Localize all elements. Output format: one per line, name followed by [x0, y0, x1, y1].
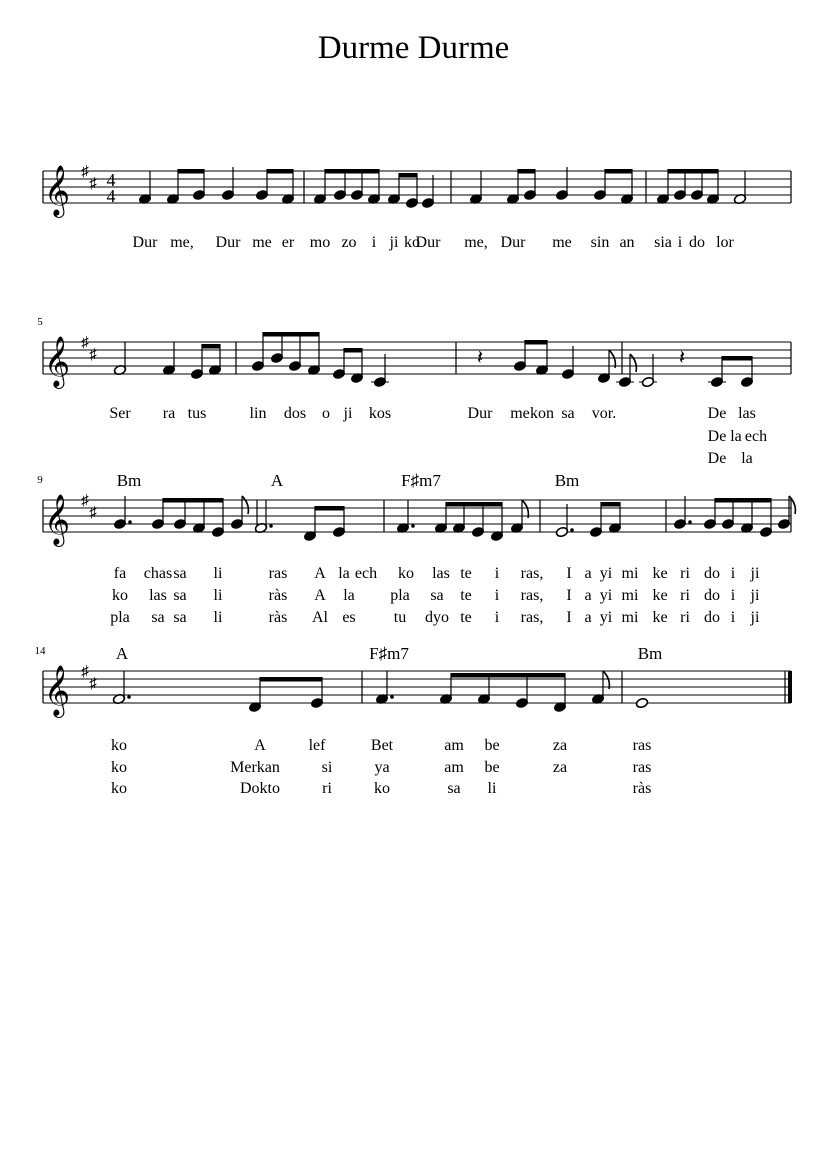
beam [668, 169, 718, 174]
lyric-syllable: ko [112, 587, 128, 604]
lyric-syllable: me [510, 405, 530, 422]
lyric-syllable: i [494, 609, 500, 626]
lyric-syllable: i [677, 234, 683, 251]
lyric-syllable: sa [151, 609, 165, 626]
lyric-syllable: te [460, 609, 472, 626]
lyric-syllable: ji [343, 405, 353, 422]
lyric-syllable: ko [111, 780, 127, 797]
lyric-syllable: mi [621, 565, 639, 582]
lyric-syllable: i [730, 609, 736, 626]
sharp-icon: ♯ [81, 493, 89, 509]
lyric-syllable: ràs [268, 609, 288, 626]
beam [325, 169, 379, 174]
lyric-syllable: la [338, 565, 350, 582]
lyric-syllable: las [149, 587, 167, 604]
beam [518, 169, 535, 174]
lyric-syllable: o [322, 405, 330, 422]
treble-clef-icon: 𝄞 [43, 337, 71, 386]
lyric-syllable: za [552, 737, 568, 754]
beam [267, 169, 293, 174]
lyric-syllable: sa [173, 609, 187, 626]
lyric-syllable: am [444, 759, 464, 776]
lyric-syllable: Dur [215, 234, 241, 251]
lyric-syllable: me [552, 234, 572, 251]
beam [202, 344, 220, 349]
lyric-syllable: ke [652, 565, 668, 582]
beam [451, 673, 565, 678]
note-flag [630, 354, 636, 372]
lyric-syllable: do [704, 587, 720, 604]
lyric-syllable: Dur [415, 234, 441, 251]
beam [344, 348, 362, 353]
lyric-syllable: ji [750, 587, 760, 604]
lyric-syllable: dos [283, 405, 307, 422]
note-flag [242, 496, 248, 514]
lyric-syllable: ji [389, 234, 399, 251]
lyric-syllable: De [707, 450, 727, 467]
lyric-syllable: ji [750, 565, 760, 582]
lyric-syllable: lor [716, 234, 734, 251]
beam [715, 498, 771, 503]
lyric-syllable: Bet [370, 737, 394, 754]
lyric-syllable: kon [530, 405, 554, 422]
lyric-syllable: yi [599, 609, 613, 626]
beam [178, 169, 204, 174]
lyric-syllable: be [484, 759, 500, 776]
lyric-syllable: me, [170, 234, 194, 251]
lyric-syllable: me, [464, 234, 488, 251]
beam [446, 502, 502, 507]
lyric-syllable: ras, [520, 565, 544, 582]
treble-clef-icon: 𝄞 [43, 495, 71, 544]
lyric-syllable: li [487, 780, 497, 797]
chord-symbol: A [270, 471, 284, 490]
lyric-syllable: a [584, 609, 592, 626]
lyric-syllable: pla [110, 609, 130, 626]
lyric-syllable: tus [187, 405, 207, 422]
lyric-syllable: fa [113, 565, 127, 582]
dot [269, 524, 273, 528]
lyric-syllable: am [444, 737, 464, 754]
quarter-rest-icon: 𝄽 [476, 347, 484, 369]
lyric-syllable: li [213, 587, 223, 604]
time-signature-top: 4 [106, 170, 116, 190]
score-title: Durme Durme [317, 30, 510, 66]
sharp-icon: ♯ [89, 176, 97, 192]
lyric-syllable: za [552, 759, 568, 776]
lyric-syllable: ji [750, 609, 760, 626]
lyric-syllable: es [342, 609, 356, 626]
lyric-syllable: las [432, 565, 450, 582]
lyric-syllable: A [314, 587, 326, 604]
lyric-syllable: yi [599, 565, 613, 582]
lyric-syllable: i [730, 565, 736, 582]
lyric-syllable: ras [632, 759, 652, 776]
lyric-syllable: sin [590, 234, 610, 251]
lyric-syllable: Dokto [240, 780, 280, 797]
lyric-syllable: er [281, 234, 295, 251]
sharp-icon: ♯ [89, 347, 97, 363]
lyric-syllable: ko [111, 759, 127, 776]
beam [722, 356, 752, 361]
lyric-syllable: I [566, 609, 572, 626]
lyric-syllable: dyo [425, 609, 449, 626]
lyric-syllable: do [704, 565, 720, 582]
lyric-syllable: sa [447, 780, 461, 797]
lyric-syllable: tu [393, 609, 407, 626]
lyric-syllable: te [460, 587, 472, 604]
lyric-syllable: i [494, 587, 500, 604]
lyric-syllable: Al [312, 609, 328, 626]
beam [525, 340, 547, 345]
sharp-icon: ♯ [89, 505, 97, 521]
lyric-syllable: Dur [467, 405, 493, 422]
lyric-syllable: mi [621, 609, 639, 626]
sharp-icon: ♯ [81, 164, 89, 180]
lyric-syllable: ri [322, 780, 332, 797]
lyric-syllable: ech [354, 565, 378, 582]
lyric-syllable: ras, [520, 587, 544, 604]
note-head [635, 697, 648, 708]
dot [570, 528, 574, 532]
lyric-syllable: pla [390, 587, 410, 604]
lyric-syllable: sa [430, 587, 444, 604]
lyric-syllable: sa [173, 587, 187, 604]
lyric-syllable: I [566, 565, 572, 582]
sharp-icon: ♯ [81, 664, 89, 680]
chord-symbol: Bm [116, 471, 142, 490]
lyric-syllable: ràs [632, 780, 652, 797]
beam [163, 498, 223, 503]
measure-number: 14 [34, 645, 46, 657]
lyric-syllable: i [730, 587, 736, 604]
chord-symbol: Bm [637, 644, 663, 663]
measure-number: 9 [37, 474, 43, 486]
lyric-syllable: vor. [591, 405, 617, 422]
lyric-syllable: ke [652, 609, 668, 626]
lyric-syllable: ko [111, 737, 127, 754]
lyric-syllable: a [584, 565, 592, 582]
lyric-syllable: ech [744, 428, 768, 445]
dot [411, 524, 415, 528]
note-flag [603, 671, 609, 689]
lyric-syllable: las [738, 405, 756, 422]
measure-number: 5 [37, 316, 43, 328]
note-flag [609, 350, 615, 368]
lyric-syllable: Merkan [230, 759, 280, 776]
treble-clef-icon: 𝄞 [43, 666, 71, 715]
lyric-syllable: ke [652, 587, 668, 604]
lyric-syllable: mo [309, 234, 331, 251]
lyric-syllable: sa [561, 405, 575, 422]
chord-symbol: A [115, 644, 129, 663]
lyric-syllable: do [704, 609, 720, 626]
lyric-syllable: kos [368, 405, 392, 422]
lyric-syllable: ras [268, 565, 288, 582]
lyric-syllable: zo [341, 234, 357, 251]
lyric-syllable: mi [621, 587, 639, 604]
dot [390, 695, 394, 699]
beam [601, 502, 620, 507]
dot [128, 520, 132, 524]
chord-symbol: F♯m7 [401, 471, 441, 490]
lyric-syllable: li [213, 565, 223, 582]
lyric-syllable: sa [173, 565, 187, 582]
beam [399, 173, 417, 178]
beam [263, 332, 319, 337]
time-signature-bottom: 4 [106, 186, 116, 206]
lyric-syllable: la [741, 450, 753, 467]
dot [688, 520, 692, 524]
beam [260, 677, 322, 682]
lyric-syllable: la [730, 428, 742, 445]
lyric-syllable: te [460, 565, 472, 582]
lyric-syllable: I [566, 587, 572, 604]
dot [127, 695, 131, 699]
lyric-syllable: ra [162, 405, 176, 422]
lyric-syllable: lef [308, 737, 326, 754]
lyric-syllable: do [689, 234, 705, 251]
note-flag [522, 500, 528, 518]
treble-clef-icon: 𝄞 [43, 166, 71, 215]
lyric-syllable: i [494, 565, 500, 582]
beam [315, 506, 344, 511]
lyric-syllable: i [371, 234, 377, 251]
lyric-syllable: si [321, 759, 333, 776]
lyric-syllable: Dur [500, 234, 526, 251]
lyric-syllable: be [484, 737, 500, 754]
chord-symbol: F♯m7 [369, 644, 409, 663]
lyric-syllable: sia [654, 234, 672, 251]
lyric-syllable: yi [599, 587, 613, 604]
lyric-syllable: ko [398, 565, 414, 582]
lyric-syllable: A [314, 565, 326, 582]
lyric-syllable: la [343, 587, 355, 604]
lyric-syllable: ràs [268, 587, 288, 604]
lyric-syllable: lin [249, 405, 267, 422]
lyric-syllable: ko [374, 780, 390, 797]
note-flag [789, 496, 795, 514]
sharp-icon: ♯ [89, 676, 97, 692]
lyric-syllable: an [619, 234, 635, 251]
lyric-syllable: li [213, 609, 223, 626]
lyric-syllable: Ser [109, 405, 131, 422]
lyric-syllable: ras, [520, 609, 544, 626]
lyric-syllable: De [707, 405, 727, 422]
lyric-syllable: ri [680, 565, 690, 582]
lyric-syllable: chas [143, 565, 173, 582]
lyric-syllable: a [584, 587, 592, 604]
lyric-syllable: De [707, 428, 727, 445]
quarter-rest-icon: 𝄽 [678, 347, 686, 369]
sharp-icon: ♯ [81, 335, 89, 351]
lyric-syllable: ya [374, 759, 390, 776]
lyric-syllable: ri [680, 587, 690, 604]
lyric-syllable: ri [680, 609, 690, 626]
final-barline [788, 671, 792, 703]
lyric-syllable: A [254, 737, 266, 754]
lyric-syllable: me [252, 234, 272, 251]
lyric-syllable: Dur [132, 234, 158, 251]
chord-symbol: Bm [554, 471, 580, 490]
lyric-syllable: ras [632, 737, 652, 754]
beam [605, 169, 632, 174]
lyric-syllable: ko [404, 234, 420, 251]
